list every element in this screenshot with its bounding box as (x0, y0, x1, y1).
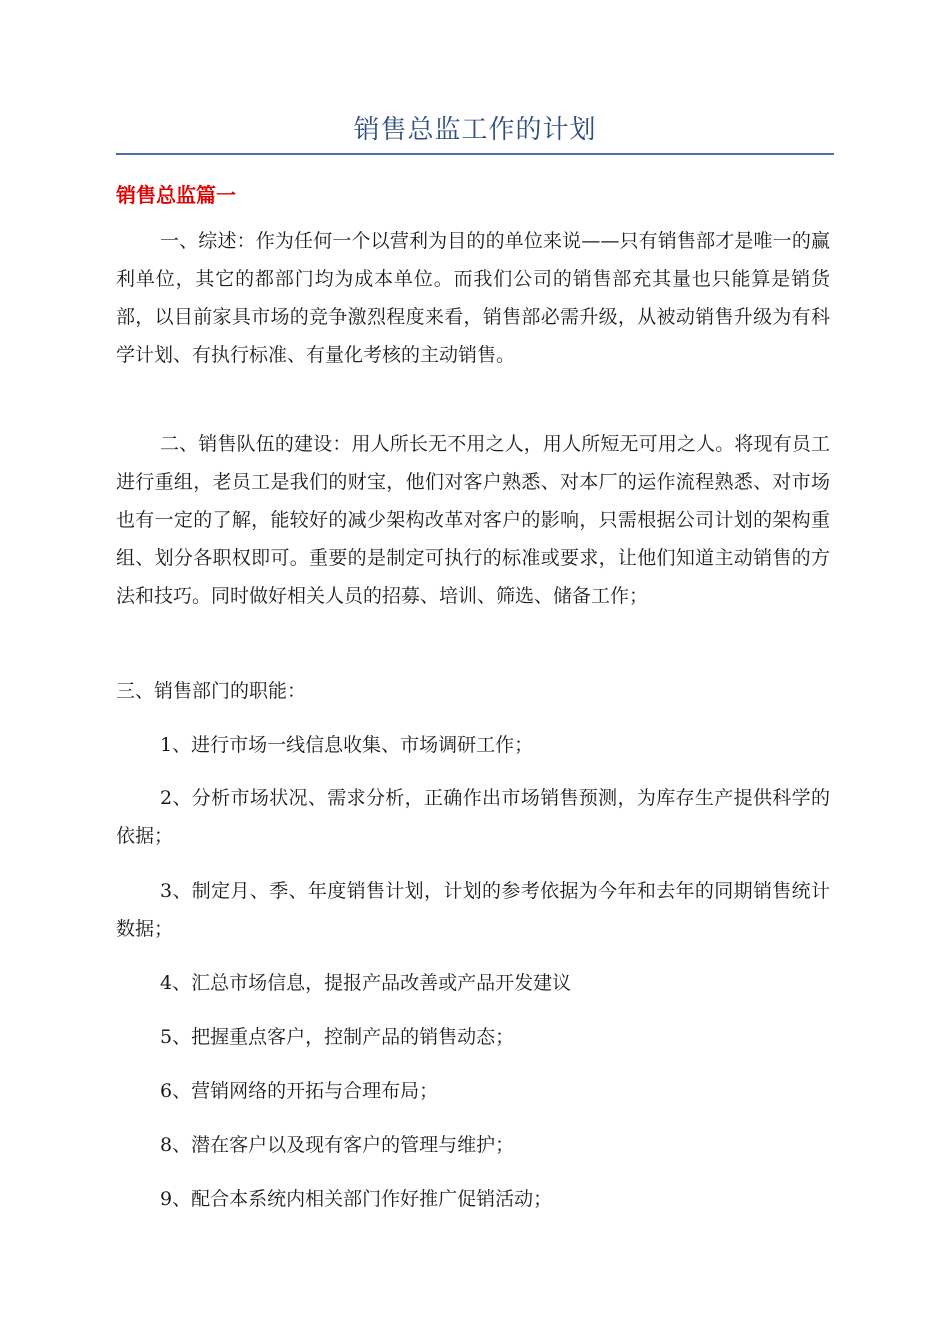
list-item-2: 2、分析市场状况、需求分析，正确作出市场销售预测，为库存生产提供科学的依据； (116, 787, 830, 847)
paragraph-functions-heading: 三、销售部门的职能： (116, 680, 307, 702)
section-heading: 销售总监篇一 (116, 183, 236, 207)
list-item-3: 3、制定月、季、年度销售计划，计划的参考依据为今年和去年的同期销售统计数据； (116, 880, 830, 940)
paragraph-team-building: 二、销售队伍的建设：用人所长无不用之人，用人所短无可用之人。将现有员工进行重组，老员工是我们的财宝，他们对客户熟悉、对本厂的运作流程熟悉、对市场也有一定的了解，能较好的减少架构改革对客户的影响，只需根据公司计划的架构重组、划分各职权即可。重要的是制定可执行的标准或要求，让他们知道主动销售的方法和技巧。同时做好相关人员的招募、培训、筛选、储备工作； (116, 433, 830, 607)
list-item-1: 1、进行市场一线信息收集、市场调研工作； (160, 734, 534, 756)
list-item-5: 5、把握重点客户，控制产品的销售动态； (160, 1026, 515, 1048)
list-item-6: 6、营销网络的开拓与合理布局； (160, 1080, 439, 1102)
paragraph-overview: 一、综述：作为任何一个以营利为目的的单位来说——只有销售部才是唯一的赢利单位，其它的都部门均为成本单位。而我们公司的销售部充其量也只能算是销货部，以目前家具市场的竞争激烈程度来看，销售部必需升级，从被动销售升级为有科学计划、有执行标准、有量化考核的主动销售。 (116, 230, 830, 366)
list-item-9: 9、配合本系统内相关部门作好推广促销活动； (160, 1188, 553, 1210)
list-item-4: 4、汇总市场信息，提报产品改善或产品开发建议 (160, 972, 572, 994)
document-title: 销售总监工作的计划 (353, 115, 597, 145)
title-underline (116, 153, 834, 155)
list-item-8: 8、潜在客户以及现有客户的管理与维护； (160, 1134, 515, 1156)
